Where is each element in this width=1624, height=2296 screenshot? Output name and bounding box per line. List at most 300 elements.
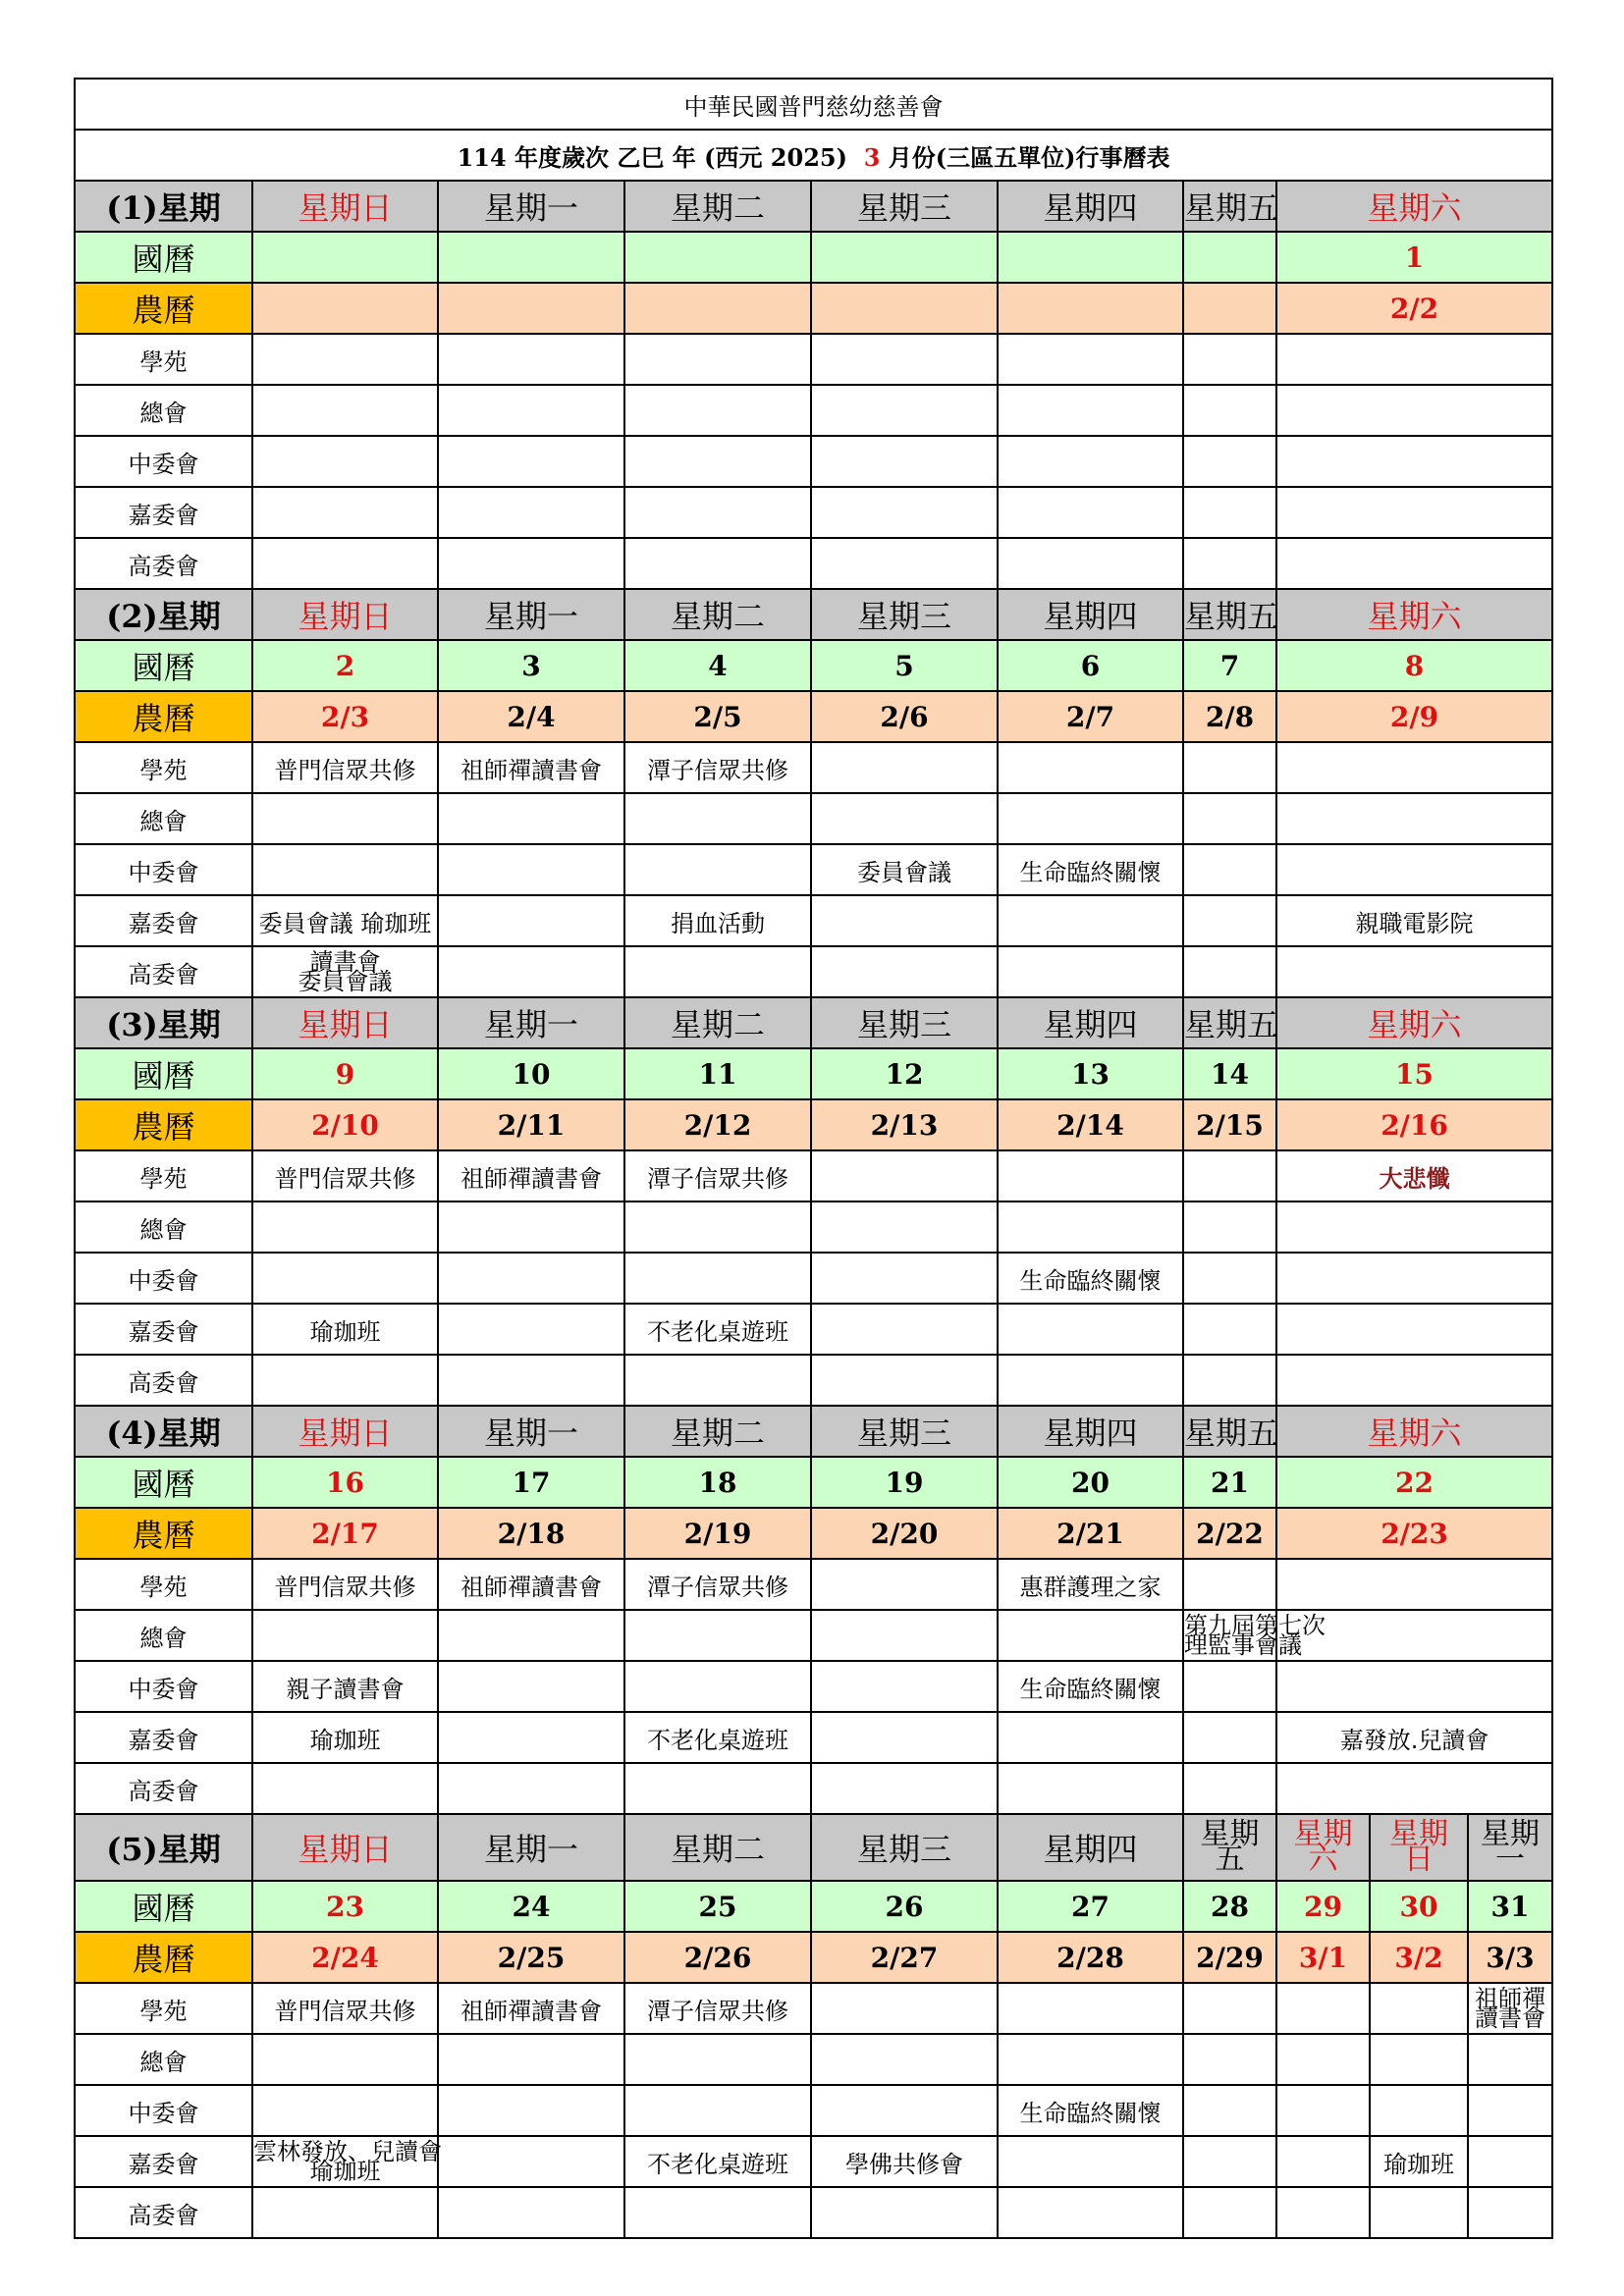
general-row	[75, 1610, 1552, 1661]
event-cell	[811, 1661, 998, 1712]
gregorian-label: 國曆	[75, 1881, 252, 1932]
weekday-header: 星期二	[624, 181, 811, 232]
weekday-header: 星期三	[811, 1406, 998, 1457]
weekday-header: 星期四	[998, 997, 1183, 1048]
event-cell	[252, 2034, 438, 2085]
event-cell	[438, 2187, 624, 2238]
event-cell	[811, 1559, 998, 1610]
week-label: (4)星期	[75, 1406, 252, 1457]
event-cell	[438, 2136, 624, 2187]
event-cell	[811, 1304, 998, 1355]
lunar-row	[75, 283, 1552, 334]
gregorian-label: 國曆	[75, 1457, 252, 1508]
event-cell	[1276, 1983, 1370, 2034]
event-cell	[1183, 487, 1276, 538]
event-cell: 學佛共修會	[811, 2136, 998, 2187]
event-cell: 不老化桌遊班	[624, 1712, 811, 1763]
gregorian-date: 30	[1370, 1881, 1468, 1932]
lunar-date: 2/9	[1276, 691, 1552, 742]
weekday-header: 星期三	[811, 997, 998, 1048]
central-label: 中委會	[75, 1253, 252, 1304]
central-label: 中委會	[75, 1661, 252, 1712]
lunar-date	[998, 283, 1183, 334]
event-cell	[438, 385, 624, 436]
event-cell	[252, 487, 438, 538]
weekday-header: 星期三	[811, 181, 998, 232]
event-cell: 大悲懺	[1276, 1150, 1552, 1201]
event-cell	[624, 946, 811, 997]
gregorian-date: 15	[1276, 1048, 1552, 1099]
event-cell	[252, 844, 438, 895]
event-cell	[438, 1712, 624, 1763]
lunar-date: 2/28	[998, 1932, 1183, 1983]
weekday-header: 星期二	[624, 589, 811, 640]
lunar-date: 2/24	[252, 1932, 438, 1983]
lunar-date: 3/2	[1370, 1932, 1468, 1983]
weekday-split-top: 星期	[1389, 1817, 1448, 1851]
event-cell	[1370, 2187, 1468, 2238]
event-cell	[1276, 844, 1552, 895]
weekday-split-top: 星期	[1200, 1817, 1260, 1851]
event-cell: 祖師禪讀書會	[438, 1150, 624, 1201]
weekday-header-split	[1183, 1814, 1276, 1881]
event-cell	[811, 946, 998, 997]
event-cell	[1276, 1201, 1552, 1253]
event-cell	[998, 2187, 1183, 2238]
event-cell	[1183, 1983, 1276, 2034]
event-cell	[1276, 1763, 1552, 1814]
event-cell	[1183, 895, 1276, 946]
event-cell	[811, 2187, 998, 2238]
event-cell	[252, 538, 438, 589]
event-cell	[1468, 2034, 1552, 2085]
event-cell	[1183, 1355, 1276, 1406]
gregorian-date: 7	[1183, 640, 1276, 691]
event-cell	[438, 436, 624, 487]
event-cell	[1183, 946, 1276, 997]
general-row	[75, 1201, 1552, 1253]
event-cell	[252, 1610, 438, 1661]
gregorian-date: 5	[811, 640, 998, 691]
kaohsiung-row	[75, 946, 1552, 997]
event-cell	[811, 2085, 998, 2136]
central-label: 中委會	[75, 436, 252, 487]
weekday-header: 星期六	[1276, 997, 1552, 1048]
lunar-label: 農曆	[75, 1508, 252, 1559]
event-cell	[998, 1201, 1183, 1253]
central-row	[75, 436, 1552, 487]
general-row	[75, 385, 1552, 436]
weekday-header-split	[1370, 1814, 1468, 1881]
event-cell	[1468, 2136, 1552, 2187]
event-cell: 不老化桌遊班	[624, 2136, 811, 2187]
gregorian-date: 16	[252, 1457, 438, 1508]
weekday-header: 星期四	[998, 1406, 1183, 1457]
academy-row	[75, 1559, 1552, 1610]
chiayi-row	[75, 895, 1552, 946]
lunar-date	[1183, 283, 1276, 334]
event-cell	[998, 946, 1183, 997]
gregorian-date: 1	[1276, 232, 1552, 283]
event-cell	[998, 1304, 1183, 1355]
event-cell	[252, 334, 438, 385]
event-cell: 祖師禪讀書會	[438, 742, 624, 793]
lunar-row	[75, 691, 1552, 742]
event-cell	[1370, 2085, 1468, 2136]
event-cell	[811, 1253, 998, 1304]
event-cell: 瑜珈班	[252, 1712, 438, 1763]
calendar-table	[74, 78, 1553, 2239]
event-line: 祖師禪	[1475, 1985, 1546, 2012]
kaohsiung-label: 高委會	[75, 1763, 252, 1814]
gregorian-date	[811, 232, 998, 283]
gregorian-date: 12	[811, 1048, 998, 1099]
chiayi-row	[75, 1712, 1552, 1763]
kaohsiung-row	[75, 538, 1552, 589]
event-cell	[624, 793, 811, 844]
central-row	[75, 1661, 1552, 1712]
calendar-title: 中華民國普門慈幼慈善會	[75, 79, 1552, 130]
weekday-header: 星期三	[811, 589, 998, 640]
gregorian-date: 19	[811, 1457, 998, 1508]
weekday-header: 星期二	[624, 1406, 811, 1457]
event-cell	[998, 1763, 1183, 1814]
general-label: 總會	[75, 1610, 252, 1661]
event-cell	[438, 1763, 624, 1814]
event-cell	[1276, 2034, 1370, 2085]
event-cell	[1468, 2085, 1552, 2136]
event-cell	[438, 2034, 624, 2085]
gregorian-date	[998, 232, 1183, 283]
week-header-row	[75, 1814, 1552, 1881]
gregorian-label: 國曆	[75, 1048, 252, 1099]
week-header-row	[75, 997, 1552, 1048]
event-cell	[998, 436, 1183, 487]
event-cell	[1276, 1661, 1552, 1712]
lunar-date: 2/5	[624, 691, 811, 742]
event-cell	[1183, 1201, 1276, 1253]
event-cell	[811, 1201, 998, 1253]
gregorian-date: 21	[1183, 1457, 1276, 1508]
event-cell	[998, 2136, 1183, 2187]
lunar-date: 2/22	[1183, 1508, 1276, 1559]
event-cell	[1276, 2136, 1370, 2187]
gregorian-date: 8	[1276, 640, 1552, 691]
chiayi-row	[75, 2136, 1552, 2187]
event-cell	[252, 1201, 438, 1253]
weekday-header: 星期三	[811, 1814, 998, 1881]
event-cell	[1183, 793, 1276, 844]
lunar-row	[75, 1932, 1552, 1983]
chiayi-label: 嘉委會	[75, 2136, 252, 2187]
event-cell	[1370, 1983, 1468, 2034]
gregorian-date: 29	[1276, 1881, 1370, 1932]
weekday-header: 星期日	[252, 997, 438, 1048]
chiayi-row	[75, 1304, 1552, 1355]
lunar-date: 2/26	[624, 1932, 811, 1983]
academy-row	[75, 334, 1552, 385]
event-line: 委員會議	[298, 968, 393, 995]
academy-label: 學苑	[75, 334, 252, 385]
lunar-date: 2/17	[252, 1508, 438, 1559]
event-cell	[998, 2034, 1183, 2085]
event-cell	[1183, 1150, 1276, 1201]
event-cell	[252, 946, 438, 997]
lunar-row	[75, 1508, 1552, 1559]
gregorian-row	[75, 1457, 1552, 1508]
event-line: 瑜珈班	[309, 2158, 381, 2185]
gregorian-date: 3	[438, 640, 624, 691]
academy-label: 學苑	[75, 1983, 252, 2034]
event-cell	[1183, 334, 1276, 385]
event-cell	[438, 895, 624, 946]
event-cell	[1468, 2187, 1552, 2238]
general-row	[75, 793, 1552, 844]
event-cell	[438, 334, 624, 385]
lunar-date: 2/29	[1183, 1932, 1276, 1983]
event-cell	[438, 1661, 624, 1712]
event-cell	[1183, 1661, 1276, 1712]
event-cell	[1276, 436, 1552, 487]
event-cell	[438, 1201, 624, 1253]
event-cell	[1276, 385, 1552, 436]
lunar-date: 2/3	[252, 691, 438, 742]
event-cell	[811, 742, 998, 793]
event-cell	[811, 334, 998, 385]
event-cell	[438, 1610, 624, 1661]
weekday-header: 星期六	[1276, 589, 1552, 640]
event-cell	[1276, 1304, 1552, 1355]
weekday-header: 星期日	[252, 1406, 438, 1457]
event-cell	[998, 385, 1183, 436]
gregorian-date: 24	[438, 1881, 624, 1932]
weekday-header: 星期一	[438, 589, 624, 640]
event-cell	[811, 1610, 998, 1661]
lunar-date	[438, 283, 624, 334]
event-cell	[624, 385, 811, 436]
event-cell: 惠群護理之家	[998, 1559, 1183, 1610]
event-cell	[1183, 2034, 1276, 2085]
event-cell	[811, 793, 998, 844]
chiayi-label: 嘉委會	[75, 487, 252, 538]
event-cell: 委員會議 瑜珈班	[252, 895, 438, 946]
weekday-header: 星期四	[998, 589, 1183, 640]
event-cell	[811, 436, 998, 487]
weekday-split-bottom: 五	[1215, 1842, 1245, 1877]
lunar-date: 2/21	[998, 1508, 1183, 1559]
event-cell	[438, 1253, 624, 1304]
weekday-header: 星期五	[1183, 1406, 1276, 1457]
event-cell	[438, 1355, 624, 1406]
event-line: 讀書會	[1475, 2004, 1546, 2032]
weekday-header: 星期一	[438, 997, 624, 1048]
event-cell	[1276, 793, 1552, 844]
academy-label: 學苑	[75, 1559, 252, 1610]
event-cell	[811, 487, 998, 538]
gregorian-date: 17	[438, 1457, 624, 1508]
kaohsiung-row	[75, 1763, 1552, 1814]
event-cell	[811, 1150, 998, 1201]
event-cell	[624, 1661, 811, 1712]
event-cell	[624, 1610, 811, 1661]
event-cell	[1183, 538, 1276, 589]
event-cell	[1276, 1559, 1552, 1610]
event-cell	[1183, 2187, 1276, 2238]
event-cell: 委員會議	[811, 844, 998, 895]
lunar-date: 2/27	[811, 1932, 998, 1983]
event-cell	[811, 1355, 998, 1406]
event-line: 理監事會議	[1184, 1631, 1302, 1659]
event-cell	[438, 487, 624, 538]
week-header-row	[75, 1406, 1552, 1457]
event-cell	[1276, 2085, 1370, 2136]
event-cell: 親職電影院	[1276, 895, 1552, 946]
event-cell	[998, 487, 1183, 538]
weekday-header: 星期五	[1183, 589, 1276, 640]
weekday-header: 星期一	[438, 1406, 624, 1457]
week-header-row	[75, 181, 1552, 232]
event-cell: 潭子信眾共修	[624, 1559, 811, 1610]
event-cell	[624, 1201, 811, 1253]
kaohsiung-label: 高委會	[75, 538, 252, 589]
event-cell: 生命臨終關懷	[998, 2085, 1183, 2136]
event-cell	[438, 946, 624, 997]
gregorian-date	[438, 232, 624, 283]
event-cell: 瑜珈班	[1370, 2136, 1468, 2187]
event-cell: 普門信眾共修	[252, 1150, 438, 1201]
event-line: 讀書會	[309, 948, 381, 976]
lunar-date: 2/15	[1183, 1099, 1276, 1150]
event-cell	[998, 1712, 1183, 1763]
event-cell	[998, 538, 1183, 589]
event-cell	[252, 1355, 438, 1406]
event-cell	[624, 2187, 811, 2238]
event-cell	[624, 844, 811, 895]
weekday-header-split	[1468, 1814, 1552, 1881]
academy-label: 學苑	[75, 742, 252, 793]
event-cell: 普門信眾共修	[252, 1559, 438, 1610]
event-cell	[624, 2085, 811, 2136]
weekday-header: 星期日	[252, 589, 438, 640]
event-cell	[438, 1304, 624, 1355]
event-cell: 潭子信眾共修	[624, 1150, 811, 1201]
event-cell	[811, 538, 998, 589]
event-cell	[1183, 1253, 1276, 1304]
lunar-date	[624, 283, 811, 334]
chiayi-label: 嘉委會	[75, 1304, 252, 1355]
event-cell	[624, 1253, 811, 1304]
event-cell	[624, 2034, 811, 2085]
event-line: 雲林發放、兒讀會	[253, 2138, 442, 2165]
event-cell	[1276, 487, 1552, 538]
event-cell	[252, 793, 438, 844]
kaohsiung-row	[75, 2187, 1552, 2238]
event-cell	[438, 844, 624, 895]
gregorian-date: 4	[624, 640, 811, 691]
lunar-row	[75, 1099, 1552, 1150]
event-cell	[1183, 1763, 1276, 1814]
weekday-header-split	[1276, 1814, 1370, 1881]
gregorian-date	[252, 232, 438, 283]
gregorian-date: 14	[1183, 1048, 1276, 1099]
gregorian-date: 25	[624, 1881, 811, 1932]
weekday-header: 星期六	[1276, 181, 1552, 232]
lunar-label: 農曆	[75, 283, 252, 334]
event-cell	[1276, 1253, 1552, 1304]
week-label: (2)星期	[75, 589, 252, 640]
event-cell	[811, 1763, 998, 1814]
gregorian-date: 26	[811, 1881, 998, 1932]
event-cell	[624, 1355, 811, 1406]
gregorian-row	[75, 232, 1552, 283]
lunar-date: 2/8	[1183, 691, 1276, 742]
central-label: 中委會	[75, 844, 252, 895]
gregorian-row	[75, 640, 1552, 691]
lunar-date: 2/20	[811, 1508, 998, 1559]
gregorian-row	[75, 1881, 1552, 1932]
weekday-split-bottom: 六	[1308, 1842, 1338, 1877]
event-cell: 祖師禪讀書會	[438, 1983, 624, 2034]
weekday-header: 星期一	[438, 181, 624, 232]
weekday-split-top: 星期	[1293, 1817, 1353, 1851]
academy-label: 學苑	[75, 1150, 252, 1201]
event-cell	[1183, 1610, 1326, 1661]
weekday-header: 星期二	[624, 997, 811, 1048]
central-row	[75, 844, 1552, 895]
week-label: (3)星期	[75, 997, 252, 1048]
event-cell	[1183, 1304, 1276, 1355]
event-cell	[1183, 385, 1276, 436]
lunar-date: 2/16	[1276, 1099, 1552, 1150]
event-cell	[252, 1763, 438, 1814]
calendar-sheet	[74, 78, 1551, 2239]
weekday-header: 星期日	[252, 1814, 438, 1881]
subtitle-prefix: 114 年度歲次 乙巳 年 (西元 2025)	[457, 142, 847, 172]
lunar-date: 2/13	[811, 1099, 998, 1150]
gregorian-date: 11	[624, 1048, 811, 1099]
event-cell	[998, 1610, 1183, 1661]
event-cell: 不老化桌遊班	[624, 1304, 811, 1355]
event-cell: 祖師禪讀書會	[438, 1559, 624, 1610]
event-cell	[438, 2085, 624, 2136]
event-cell	[438, 538, 624, 589]
event-cell: 生命臨終關懷	[998, 844, 1183, 895]
lunar-date: 2/14	[998, 1099, 1183, 1150]
kaohsiung-label: 高委會	[75, 946, 252, 997]
event-cell	[252, 436, 438, 487]
event-cell	[1183, 2085, 1276, 2136]
event-cell	[1183, 436, 1276, 487]
lunar-date: 2/11	[438, 1099, 624, 1150]
central-row	[75, 2085, 1552, 2136]
weekday-header: 星期五	[1183, 181, 1276, 232]
event-cell	[624, 436, 811, 487]
event-cell	[624, 334, 811, 385]
lunar-date	[252, 283, 438, 334]
event-cell	[998, 742, 1183, 793]
lunar-date	[811, 283, 998, 334]
event-cell	[252, 385, 438, 436]
general-row	[75, 2034, 1552, 2085]
gregorian-date: 22	[1276, 1457, 1552, 1508]
gregorian-date: 20	[998, 1457, 1183, 1508]
event-cell	[811, 1712, 998, 1763]
event-cell	[1276, 946, 1552, 997]
event-cell	[811, 385, 998, 436]
weekday-header: 星期六	[1276, 1406, 1552, 1457]
event-cell	[624, 538, 811, 589]
event-cell	[998, 1983, 1183, 2034]
